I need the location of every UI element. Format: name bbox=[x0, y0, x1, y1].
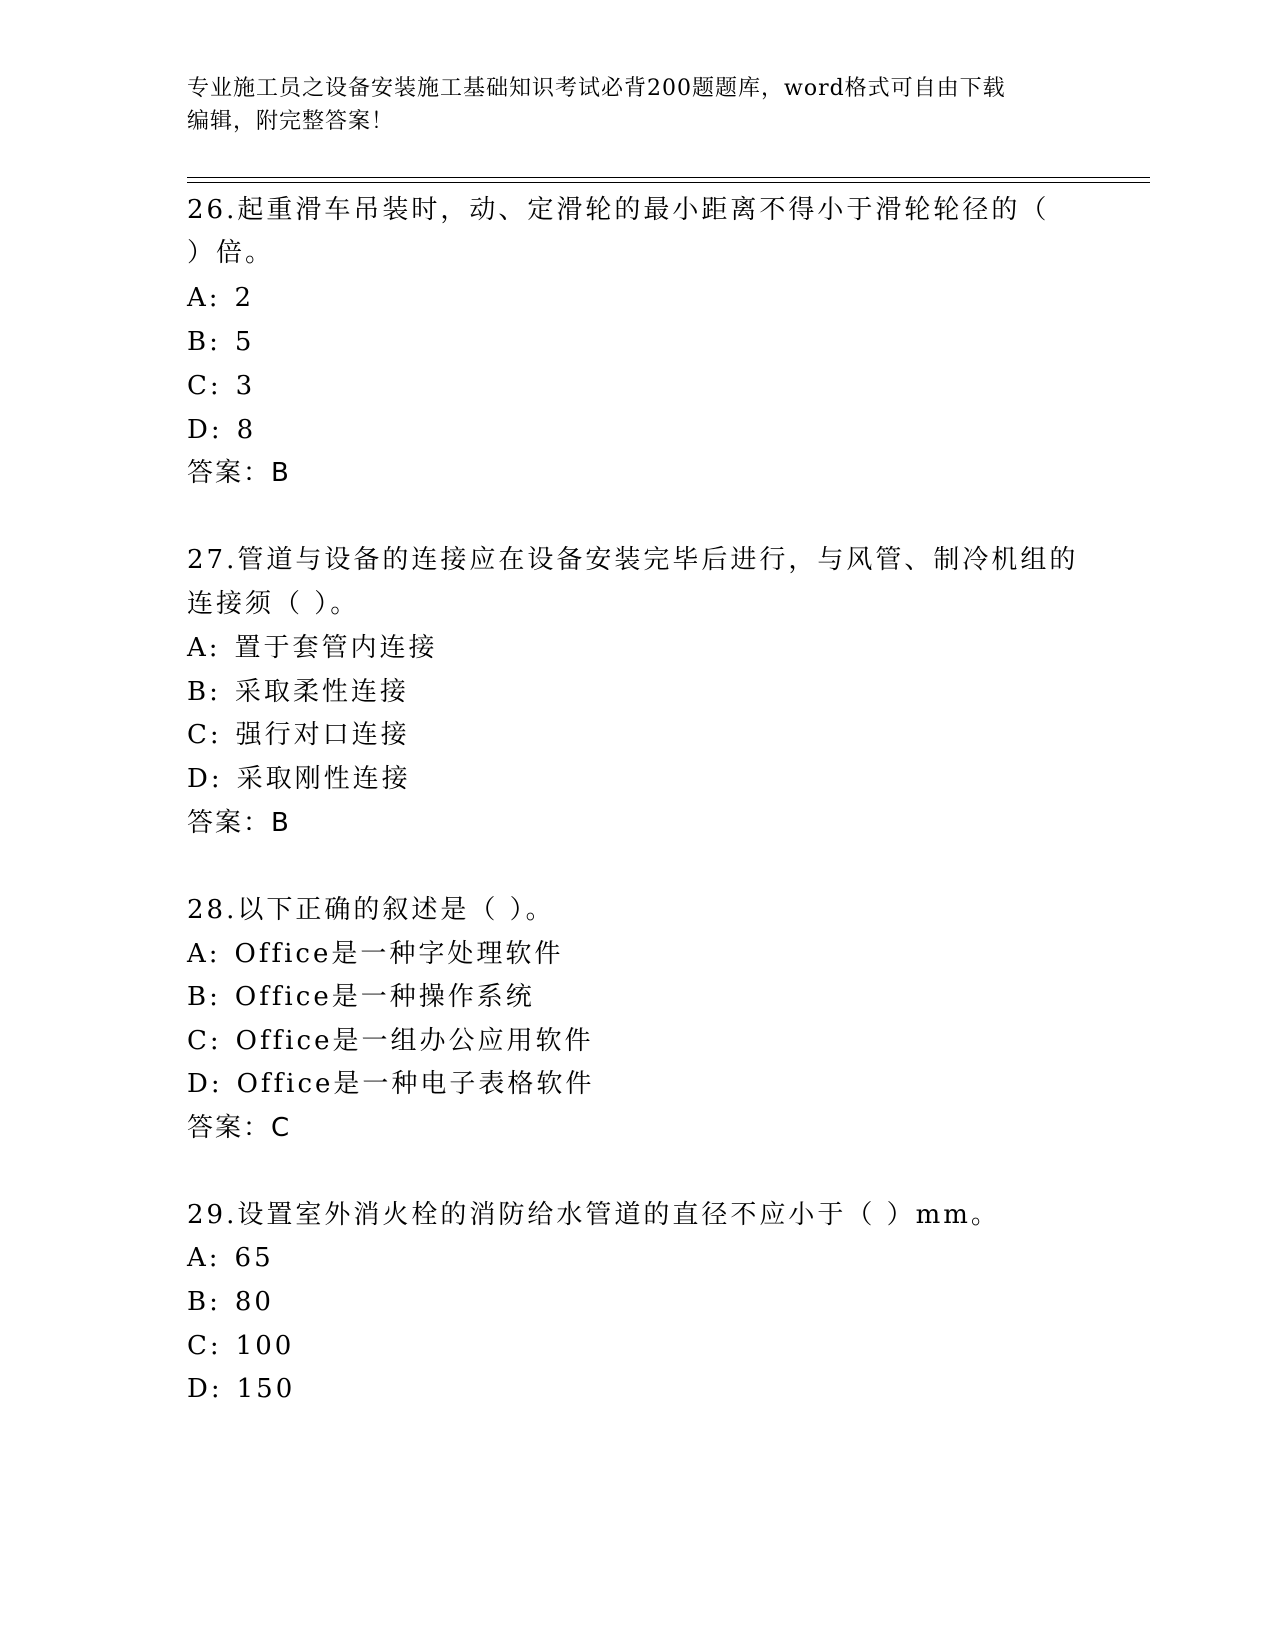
option-letter: A: bbox=[187, 1243, 221, 1273]
option-letter: A: bbox=[187, 939, 221, 969]
question-28-stem-line-1: 28.以下正确的叙述是（ ）。 bbox=[187, 895, 555, 925]
option-text: 65 bbox=[234, 1243, 274, 1273]
option-text: Office是一种电子表格软件 bbox=[236, 1069, 595, 1099]
question-27-option-c bbox=[187, 720, 410, 750]
document-header bbox=[187, 72, 1087, 138]
option-letter: B: bbox=[187, 327, 221, 357]
question-27-option-d bbox=[187, 764, 411, 794]
option-text: 100 bbox=[235, 1331, 295, 1361]
option-letter: C: bbox=[187, 371, 222, 401]
option-text: 采取刚性连接 bbox=[236, 764, 411, 794]
option-text: 80 bbox=[234, 1287, 274, 1317]
question-28-answer: 答案：C bbox=[187, 1113, 292, 1143]
option-letter: C: bbox=[187, 1331, 222, 1361]
option-text: 采取柔性连接 bbox=[234, 677, 409, 707]
question-27-answer: 答案：B bbox=[187, 808, 291, 838]
question-26-option-c bbox=[187, 371, 255, 401]
question-27-option-a bbox=[187, 633, 438, 663]
question-27-stem-line-1: 27.管道与设备的连接应在设备安装完毕后进行，与风管、制冷机组的 bbox=[187, 545, 1079, 575]
option-text: 150 bbox=[236, 1374, 296, 1404]
question-28-option-a bbox=[187, 939, 563, 969]
question-26-stem-line-1: 26.起重滑车吊装时，动、定滑轮的最小距离不得小于滑轮轮径的（ bbox=[187, 195, 1050, 225]
question-26-option-a bbox=[187, 283, 254, 313]
option-letter: C: bbox=[187, 720, 222, 750]
option-text: Office是一组办公应用软件 bbox=[235, 1026, 594, 1056]
option-text: 置于套管内连接 bbox=[234, 633, 438, 663]
question-28-option-d bbox=[187, 1069, 594, 1099]
question-29-option-b bbox=[187, 1287, 274, 1317]
option-letter: B: bbox=[187, 982, 221, 1012]
question-28-option-b bbox=[187, 982, 535, 1012]
question-26-option-d bbox=[187, 415, 256, 445]
question-29-option-d bbox=[187, 1374, 295, 1404]
option-text: Office是一种字处理软件 bbox=[234, 939, 564, 969]
option-letter: D: bbox=[187, 764, 223, 794]
question-27-stem-line-2: 连接须（ ）。 bbox=[187, 589, 360, 619]
option-letter: D: bbox=[187, 1374, 223, 1404]
option-letter: A: bbox=[187, 633, 221, 663]
option-letter: D: bbox=[187, 1069, 223, 1099]
question-27-option-b bbox=[187, 677, 409, 707]
option-letter: B: bbox=[187, 677, 221, 707]
question-28-option-c bbox=[187, 1026, 593, 1056]
option-text: 8 bbox=[236, 415, 257, 445]
question-26-option-b bbox=[187, 327, 254, 357]
header-divider-top bbox=[187, 177, 1150, 178]
option-letter: D: bbox=[187, 415, 223, 445]
option-text: 3 bbox=[235, 371, 256, 401]
question-29-stem-line-1: 29.设置室外消火栓的消防给水管道的直径不应小于（ ）mm。 bbox=[187, 1200, 1000, 1230]
option-text: 2 bbox=[234, 283, 255, 313]
question-29-option-c bbox=[187, 1331, 294, 1361]
option-letter: B: bbox=[187, 1287, 221, 1317]
header-divider-bottom bbox=[187, 182, 1150, 183]
option-text: 5 bbox=[234, 327, 255, 357]
question-29-option-a bbox=[187, 1243, 274, 1273]
option-letter: A: bbox=[187, 283, 221, 313]
question-26-answer: 答案：B bbox=[187, 458, 291, 488]
option-letter: C: bbox=[187, 1026, 222, 1056]
option-text: Office是一种操作系统 bbox=[234, 982, 535, 1012]
header-line-1: 专业施工员之设备安装施工基础知识考试必背200题题库，word格式可自由下载 bbox=[187, 76, 1006, 101]
question-26-stem-line-2: ）倍。 bbox=[187, 238, 275, 268]
option-text: 强行对口连接 bbox=[235, 720, 410, 750]
header-line-2: 编辑，附完整答案！ bbox=[187, 109, 395, 134]
